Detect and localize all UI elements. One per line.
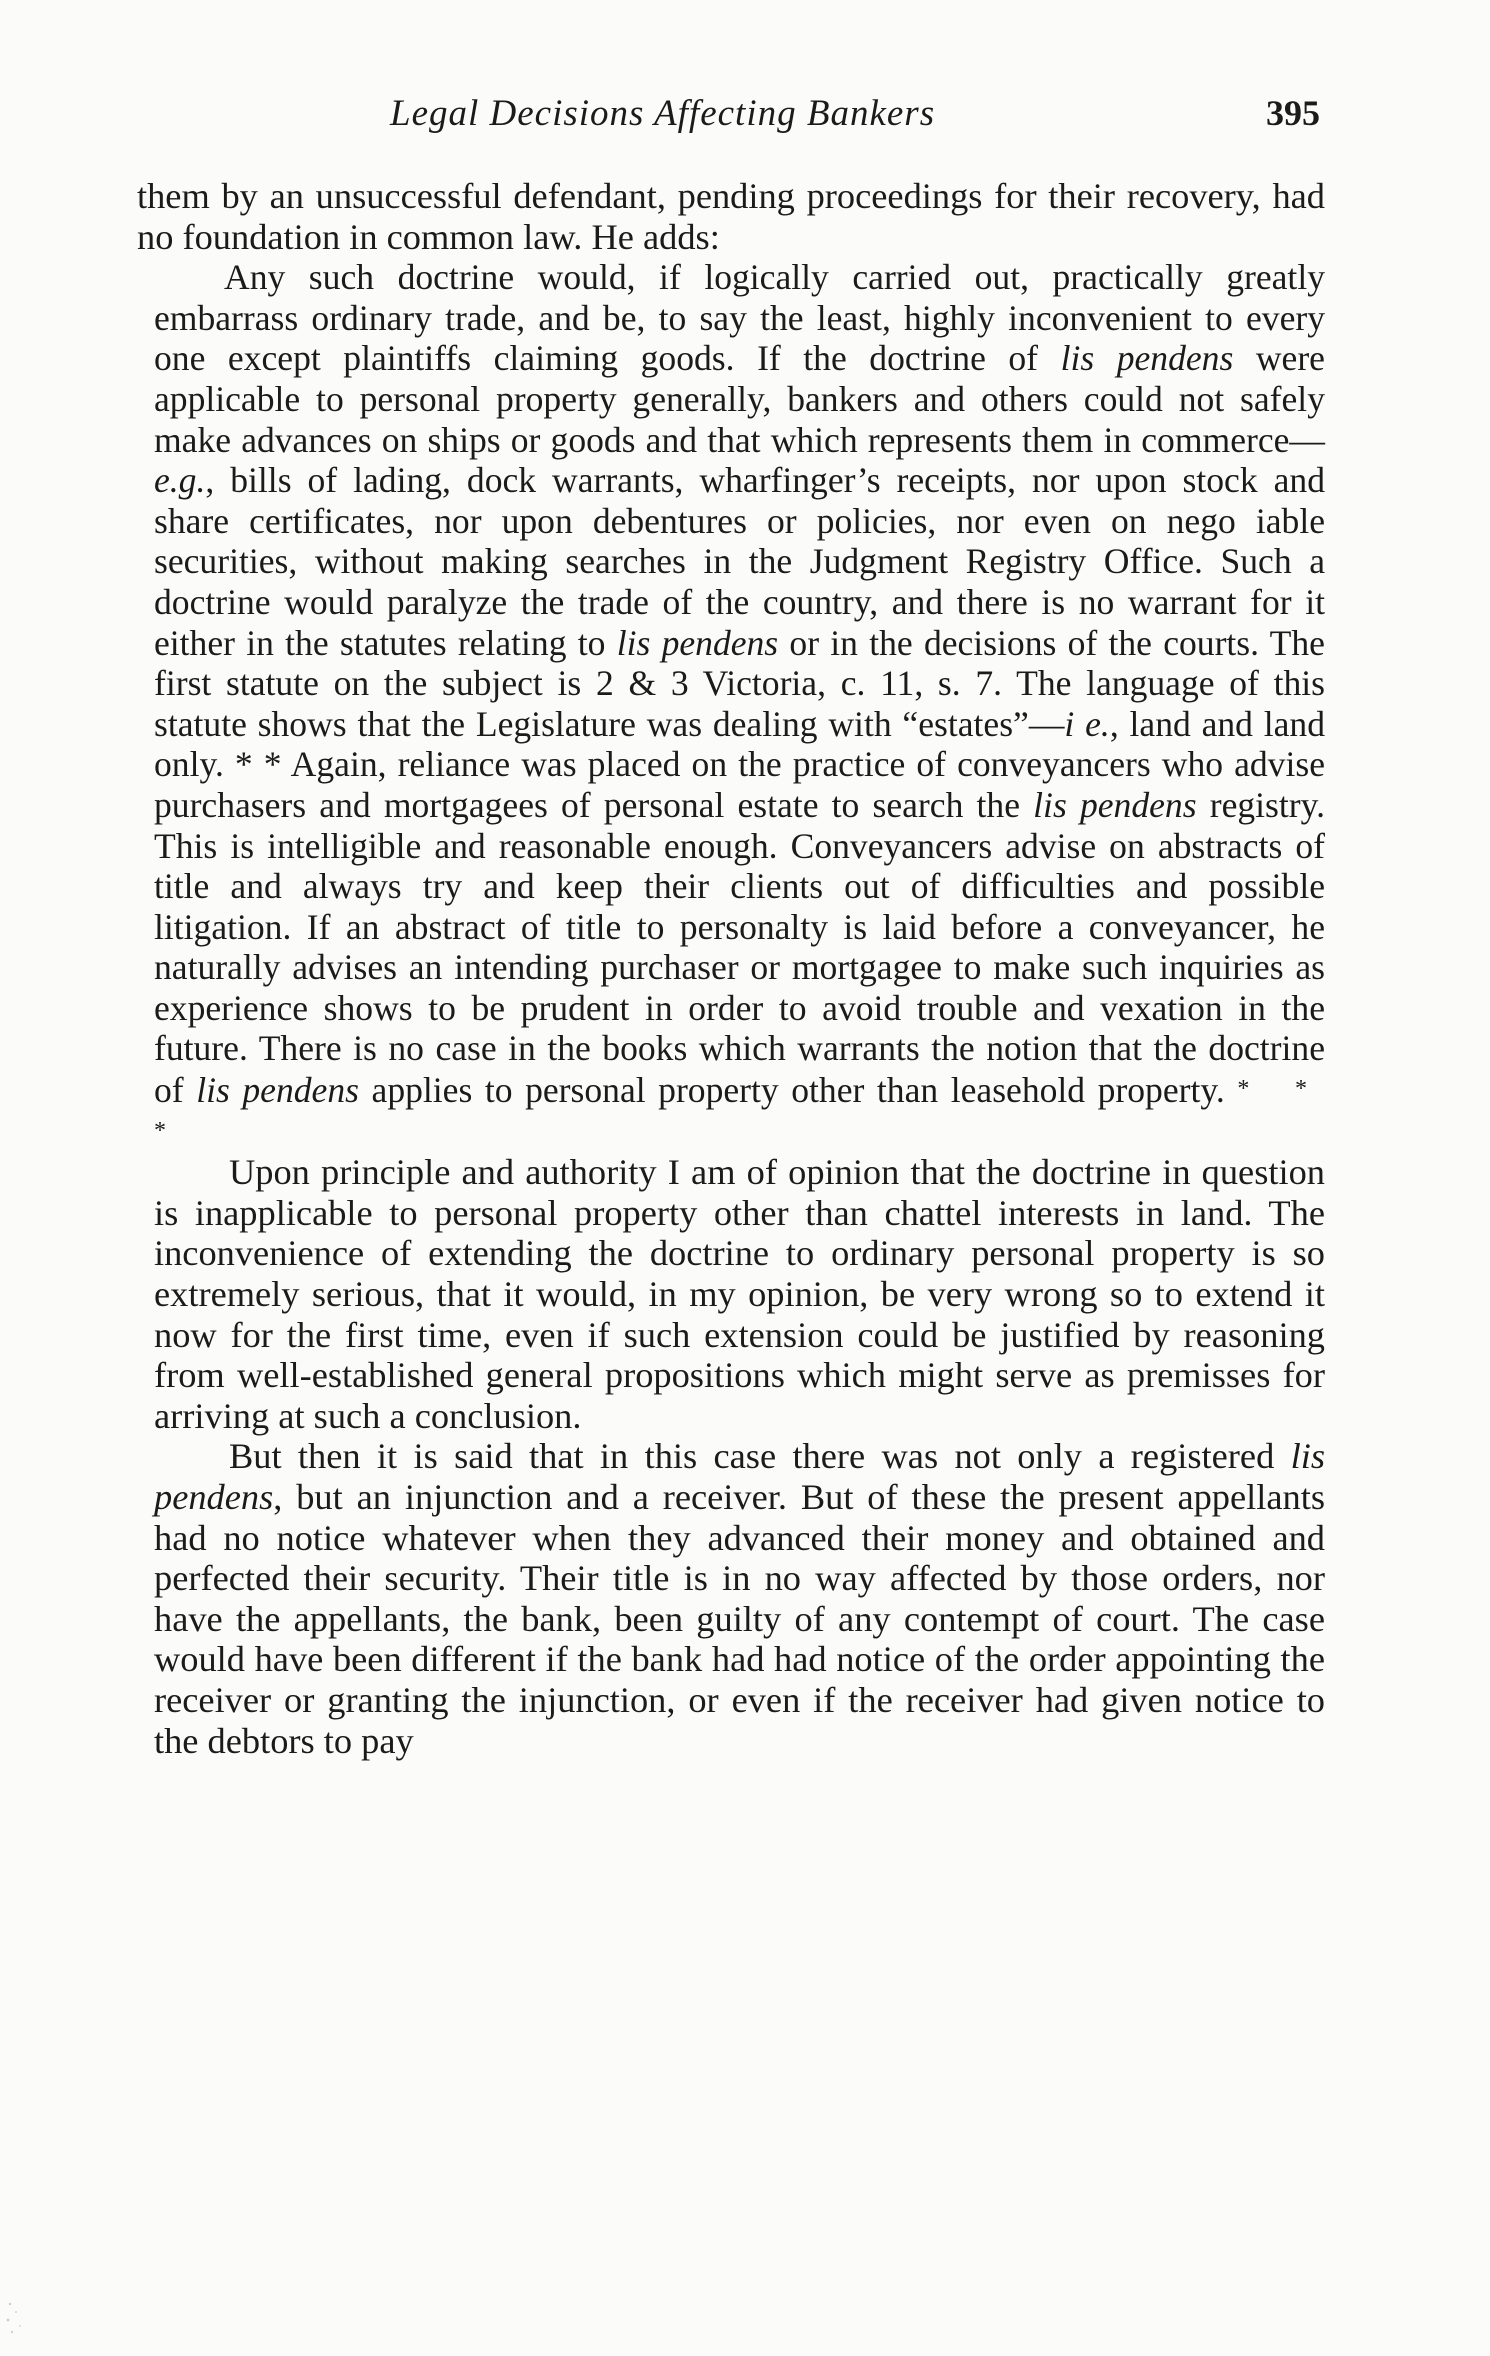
quote-text: were applicable to personal property generally, bankers and others could not safely make advances on ships or goods and that which represents them in commerce— (154, 338, 1325, 460)
latin-term: lis pendens (196, 1070, 359, 1111)
latin-term: lis pendens (1033, 784, 1197, 825)
quote-text: registry. This is intelligible and reasonable enough. Conveyancers advise on abstracts of title and always try and keep their clients out of difficulties and possible litigation. If an abstract of title to personalty is laid before a conveyancer, he naturally advises an intending purchaser or mortgagee to make such inquiries as experience shows to be prudent in order to avoid trouble and vexation in the future. There is no case in the books which warrants the notion that the doctrine of (154, 784, 1325, 1111)
opening-paragraph: them by an unsuccessful defendant, pending proceedings for their recovery, had no foundation in common law. He adds: (137, 176, 1325, 257)
quote-text: , land and land only. * * Again, reliance was placed on the practice of conveyancers who advise purchasers and mortgagees of personal estate to search the (154, 703, 1325, 825)
running-title: Legal Decisions Affecting Bankers (390, 93, 936, 134)
ellipsis-stars: * * * (154, 1076, 1325, 1144)
quote-text: Any such doctrine would, if logically carried out, practically greatly embarrass ordinary trade, and be, to say the least, highly inconvenient to every one except plaintiffs claiming goods. If the doctrine of (154, 257, 1325, 379)
page-blemish (4, 2298, 30, 2338)
latin-term: lis pendens (1060, 338, 1234, 379)
paragraph (137, 1436, 1325, 1761)
paragraph-text: , but an injunction and a receiver. But of these the present appellants had no notice whatever when they advanced their money and obtained and perfected their security. Their title is in no way affected by those orders, nor have the appellants, the bank, been guilty of any contempt of court. The case would have been different if the bank had had notice of the order appointing the receiver or granting the injunction, or even if the receiver had given notice to the debtors to pay (154, 1477, 1325, 1761)
page-header (140, 92, 1320, 142)
latin-term: lis pendens (616, 622, 779, 663)
abbreviation: e.g. (154, 460, 206, 501)
body-text (137, 176, 1325, 1761)
quoted-passage (137, 257, 1325, 1152)
paragraph: Upon principle and authority I am of opinion that the doctrine in question is inapplicable to personal property other than chattel interests in land. The inconvenience of extending the doctrine to ordinary personal property is so extremely serious, that it would, in my opinion, be very wrong so to extend it now for the first time, even if such extension could be justified by reasoning from well-established general propositions which might serve as premisses for arriving at such a conclusion. (154, 1152, 1325, 1436)
quote-text: applies to personal property other than leasehold property. (358, 1070, 1225, 1111)
page-number: 395 (1266, 93, 1320, 133)
quote-text: or in the decisions of the courts. The first statute on the subject is 2 & 3 Victoria, c. 11, s. 7. The language of this statute shows that the Legislature was dealing with “estates”— (154, 622, 1325, 744)
quote-text: , bills of lading, dock warrants, wharfinger’s receipts, nor upon stock and share certificates, nor upon debentures or policies, nor even on nego iable securities, without making searches in the Judgment Registry Office. Such a doctrine would paralyze the trade of the country, and there is no warrant for it either in the statutes relating to (154, 460, 1325, 663)
paragraph-text: But then it is said that in this case there was not only a registered (229, 1436, 1291, 1477)
latin-term: lis pendens (154, 1436, 1325, 1517)
abbreviation: i e. (1064, 703, 1110, 744)
